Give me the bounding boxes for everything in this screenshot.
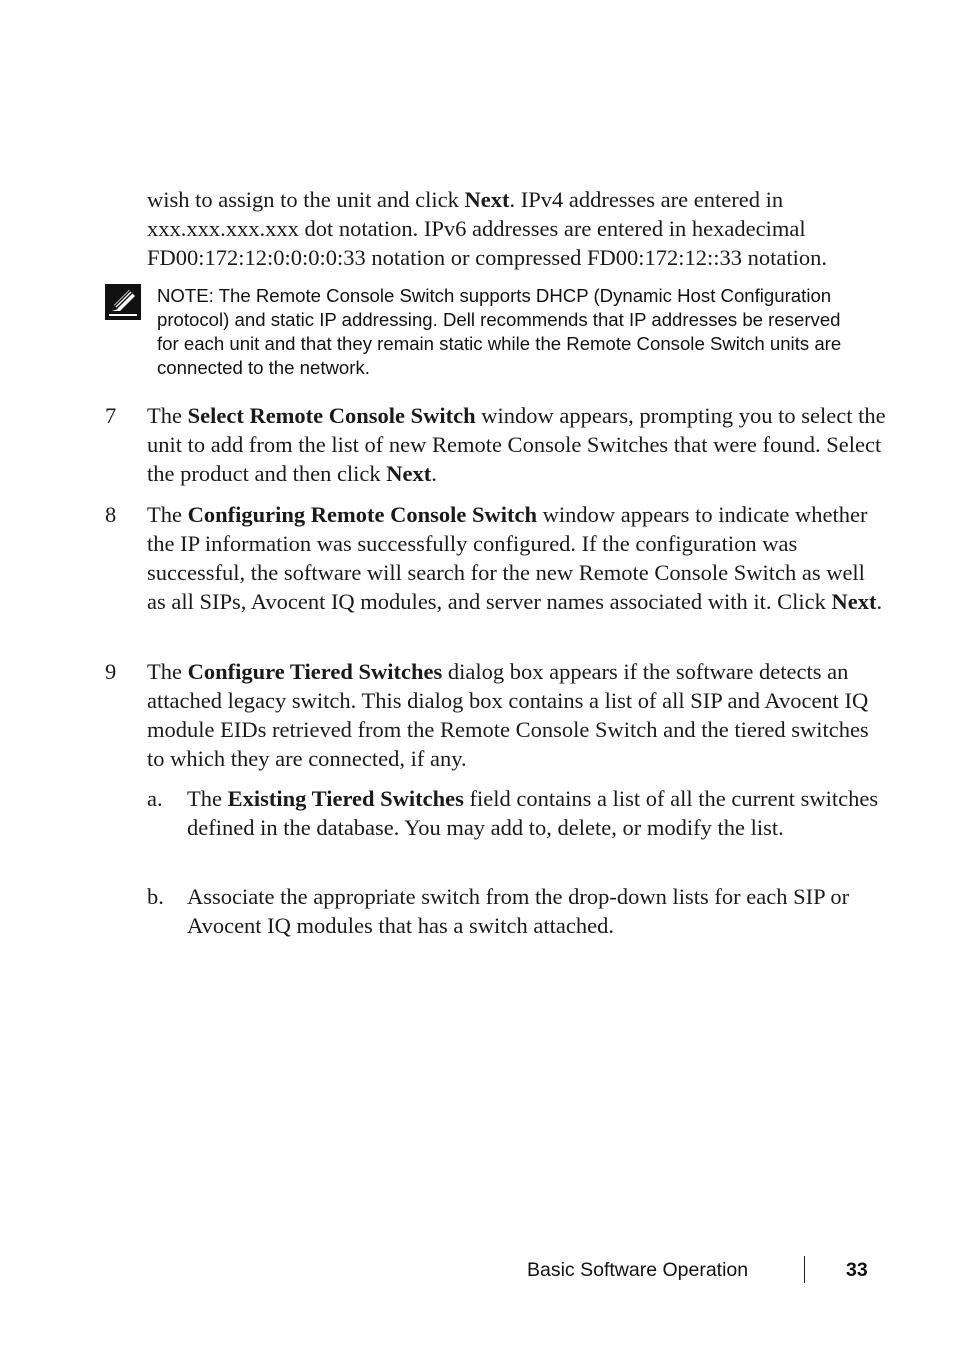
substep-letter: a. — [147, 786, 163, 811]
step-bold-next: Next — [831, 589, 877, 614]
footer-divider — [804, 1256, 805, 1283]
footer-section-title: Basic Software Operation — [527, 1259, 749, 1281]
intro-text-pre: wish to assign to the unit and click — [147, 187, 465, 212]
step-text-mid: window appears to indicate whether the IP information was successfully configured. If the configuration was successful, the software will search for the new Remote Console Switch as well as all SIPs, Avocent IQ modules, and server names associated with it. Click — [147, 502, 868, 614]
step-bold-next: Next — [386, 461, 432, 486]
intro-next-bold: Next — [464, 187, 510, 212]
step-bold-window: Configuring Remote Console Switch — [187, 502, 537, 527]
step-number: 7 — [105, 403, 117, 428]
substep-text: Associate the appropriate switch from the drop-down lists for each SIP or Avocent IQ modules that has a switch attached. — [187, 884, 850, 938]
note-label: NOTE: — [157, 285, 214, 306]
note-block — [157, 284, 857, 380]
step-number: 9 — [105, 659, 117, 684]
substep-text — [187, 784, 887, 842]
substep-bold-field: Existing Tiered Switches — [227, 786, 464, 811]
step-text-pre: The — [147, 502, 188, 527]
step-text — [147, 401, 887, 488]
step-text-post: . — [876, 589, 883, 614]
substep-text-pre: The — [187, 786, 228, 811]
step-text-mid: window appears, prompting you to select the unit to add from the list of new Remote Console Switches that were found. Select the product and then click — [147, 403, 886, 486]
step-bold-dialog: Configure Tiered Switches — [187, 659, 443, 684]
note-pencil-icon — [105, 284, 141, 320]
substep-text-post: field contains a list of all the current switches defined in the database. You may add to, delete, or modify the list. — [187, 786, 879, 840]
step-text-pre: The — [147, 403, 188, 428]
step-text — [147, 657, 887, 773]
intro-text-post: . IPv4 addresses are entered in xxx.xxx.xxx.xxx dot notation. IPv6 addresses are entered in hexadecimal FD00:172:12:0:0:0:0:33 notation or compressed FD00:172:12::33 notation. — [147, 187, 827, 270]
note-text: The Remote Console Switch supports DHCP (Dynamic Host Configuration protocol) and static IP addressing. Dell recommends that IP addresses be reserved for each unit and that they remain static while the Remote Console Switch units are connected to the network. — [157, 285, 842, 378]
intro-paragraph — [147, 185, 887, 272]
substep-letter: b. — [147, 884, 164, 909]
step-bold-window: Select Remote Console Switch — [187, 403, 476, 428]
step-text-post: . — [431, 461, 437, 486]
page-number: 33 — [846, 1259, 868, 1281]
step-text — [147, 500, 887, 616]
step-number: 8 — [105, 502, 117, 527]
step-text-post: dialog box appears if the software detects an attached legacy switch. This dialog box contains a list of all SIP and Avocent IQ module EIDs retrieved from the Remote Console Switch and the tiered switches to which they are connected, if any. — [147, 659, 869, 771]
step-text-pre: The — [147, 659, 188, 684]
